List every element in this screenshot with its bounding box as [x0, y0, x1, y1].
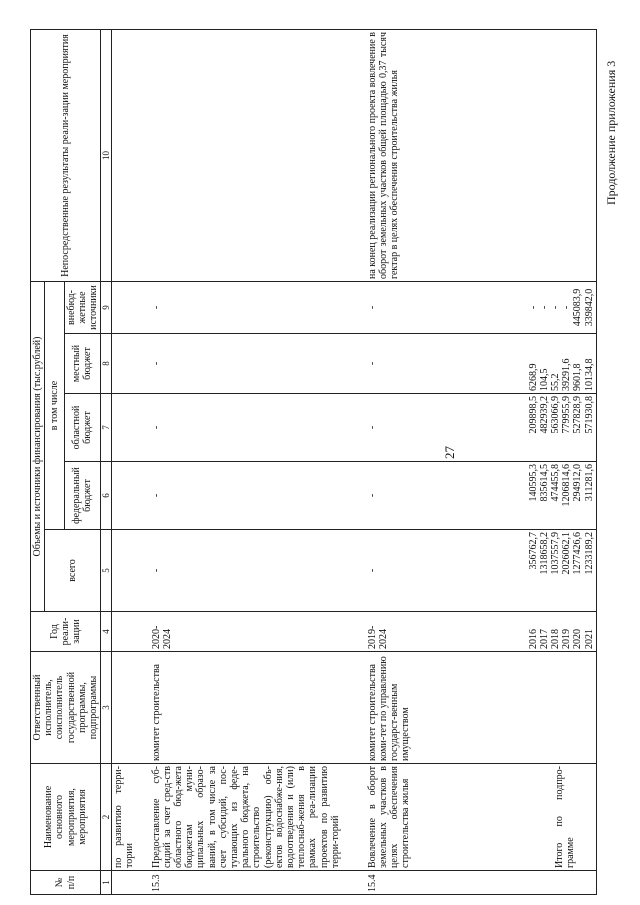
row-num: 15.3	[150, 871, 366, 895]
row-num: 15.4	[366, 871, 526, 895]
row-year: 2019-2024	[366, 612, 526, 652]
totals-value: 2016	[527, 629, 539, 649]
header-num: № п/п	[31, 871, 101, 895]
totals-value: 835614,5	[538, 464, 550, 502]
totals-value: 294912,0	[572, 464, 584, 502]
totals-regional	[526, 394, 597, 462]
totals-value: -	[561, 305, 573, 310]
col-number: 5	[101, 530, 112, 612]
totals-value: 527828,9	[572, 396, 584, 434]
continued-name-text: по развитию терри-тории	[112, 764, 150, 871]
row-year: 2020-2024	[150, 612, 366, 652]
header-offbudget: внебюд-жетные источники	[64, 282, 101, 334]
page-number: 27	[442, 446, 457, 459]
totals-value: 779955,9	[561, 396, 573, 434]
col-number: 9	[101, 282, 112, 334]
totals-value: 1037557,9	[550, 532, 562, 575]
row-name: Вовлечение в оборот земельных участков в целях обеспечения строительства жилья	[366, 764, 526, 871]
row-local: -	[366, 334, 526, 394]
col-number: 4	[101, 612, 112, 652]
totals-value: 356762,7	[527, 532, 539, 570]
header-total: всего	[45, 530, 101, 612]
row-executor: комитет строительства коми-тет по управлению государст-венным имуществом	[366, 652, 526, 764]
totals-value: 2021	[583, 629, 595, 649]
totals-value: 2017	[538, 629, 550, 649]
row-total: -	[366, 530, 526, 612]
header-results: Непосредственные результаты реали-зации мероприятия	[31, 30, 101, 282]
header-in-that: в том числе	[45, 282, 64, 530]
header-name: Наименование основного мероприятия, мероприятия	[31, 764, 101, 871]
totals-value: 55,2	[550, 373, 562, 391]
row-federal: -	[366, 462, 526, 530]
totals-value: 140595,3	[527, 464, 539, 502]
totals-value: -	[538, 305, 550, 310]
row-name: Предоставление суб-сидий за счет сред-ств областного бюд-жета бюджетам муни-ципальных образо-ваний, в том числе за счет субсидий, пос-тупающих из феде-рального бюджета, на строительство (реконструкцию) объ-ектов водоснабже-ния, водоотведения и (или) теплоснаб-жения в рамках реа-лизации проектов по развитию терри-торий	[150, 764, 366, 871]
row-federal: -	[150, 462, 366, 530]
table-row	[366, 30, 526, 895]
totals-value: -	[550, 305, 562, 310]
row-local: -	[150, 334, 366, 394]
totals-local	[526, 334, 597, 394]
header-executor: Ответственный исполнитель, соисполнитель государственной программы, подпрограммы	[31, 652, 101, 764]
measures-table	[30, 29, 597, 895]
totals-offbudget	[526, 282, 597, 334]
row-result: на конец реализации регионального проекта вовлечение в оборот земельных участков общей площадью 0,37 тысяч гектар в целях обеспечения строительства жилья	[366, 30, 526, 282]
totals-value: 311281,6	[583, 464, 595, 502]
totals-row	[526, 30, 597, 895]
totals-value: 1233189,2	[583, 532, 595, 575]
row-total: -	[150, 530, 366, 612]
col-number: 8	[101, 334, 112, 394]
totals-value: 2020	[572, 629, 584, 649]
totals-value: 1318658,2	[538, 532, 550, 575]
col-number: 10	[101, 30, 112, 282]
totals-value: 339842,0	[583, 288, 595, 327]
totals-value: 6268,9	[527, 363, 539, 391]
row-regional: -	[366, 394, 526, 462]
row-result	[150, 30, 366, 282]
totals-value: -	[527, 305, 539, 310]
totals-value: 2018	[550, 629, 562, 649]
totals-value: 10134,8	[583, 358, 595, 391]
col-number: 1	[101, 871, 112, 895]
totals-value: 1277426,6	[572, 532, 584, 575]
header-volumes: Объемы и источники финансирования (тыс.рублей)	[31, 282, 45, 612]
row-offbudget: -	[366, 282, 526, 334]
totals-total	[526, 530, 597, 612]
row-executor: комитет строительства	[150, 652, 366, 764]
continuation-label: Продолжение приложения 3	[604, 60, 618, 205]
col-number: 7	[101, 394, 112, 462]
col-number: 2	[101, 764, 112, 871]
row-offbudget: -	[150, 282, 366, 334]
totals-value: 445083,9	[572, 288, 584, 327]
totals-value: 563066,9	[550, 396, 562, 434]
header-regional: областной бюджет	[64, 394, 101, 462]
totals-value: 1206814,6	[561, 464, 573, 507]
totals-value: 209898,5	[527, 396, 539, 434]
totals-value: 474455,8	[550, 464, 562, 502]
col-number: 3	[101, 652, 112, 764]
totals-value: 9601,8	[572, 363, 584, 391]
header-local: местный бюджет	[64, 334, 101, 394]
col-number: 6	[101, 462, 112, 530]
totals-value: 482939,2	[538, 396, 550, 434]
totals-federal	[526, 462, 597, 530]
totals-years	[526, 612, 597, 652]
row-regional: -	[150, 394, 366, 462]
totals-value: 39291,6	[561, 358, 573, 391]
totals-value: 104,5	[538, 368, 550, 391]
totals-value: 2026062,1	[561, 532, 573, 575]
header-federal: федеральный бюджет	[64, 462, 101, 530]
totals-label: Итого по подпро-грамме	[526, 764, 597, 871]
table-row	[150, 30, 366, 895]
totals-value: 2019	[561, 629, 573, 649]
header-year: Год реали-зации	[31, 612, 101, 652]
totals-value: 571930,8	[583, 396, 595, 434]
